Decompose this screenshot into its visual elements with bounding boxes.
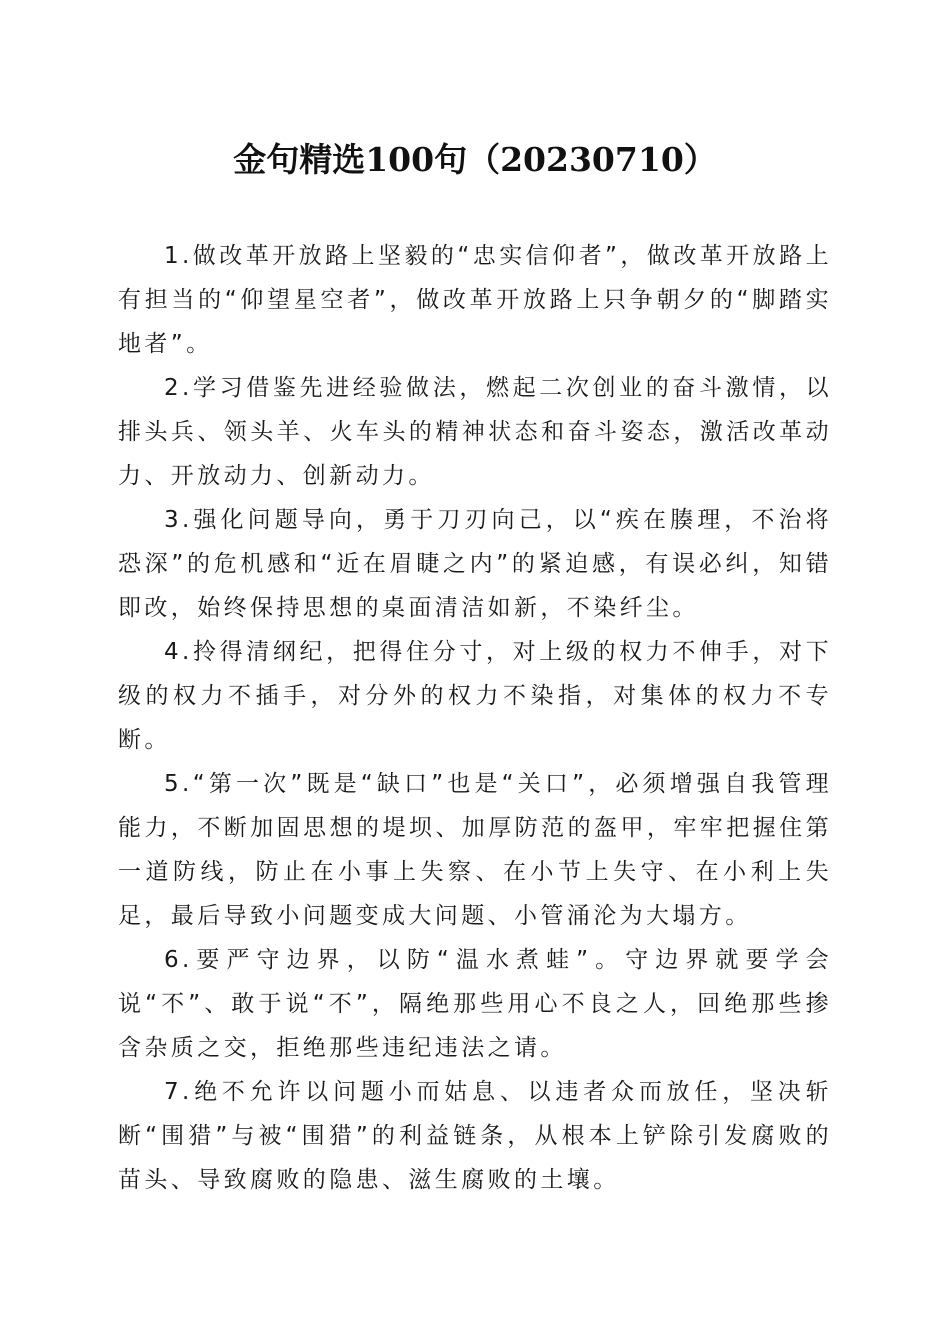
paragraph-6: 6.要严守边界，以防“温水煮蛙”。守边界就要学会说“不”、敢于说“不”，隔绝那些用心不良之人，回绝那些掺含杂质之交，拒绝那些违纪违法之请。 <box>118 947 832 1061</box>
paragraph-4: 4.拎得清纲纪，把得住分寸，对上级的权力不伸手，对下级的权力不插手，对分外的权力不染指，对集体的权力不专断。 <box>118 639 832 753</box>
paragraph-2: 2.学习借鉴先进经验做法，燃起二次创业的奋斗激情，以排头兵、领头羊、火车头的精神状态和奋斗姿态，激活改革动力、开放动力、创新动力。 <box>118 375 832 489</box>
document-title: 金句精选100句（20230710） <box>233 140 717 179</box>
paragraph-5: 5.“第一次”既是“缺口”也是“关口”，必须增强自我管理能力，不断加固思想的堤坝、加厚防范的盔甲，牢牢把握住第一道防线，防止在小事上失察、在小节上失守、在小利上失足，最后导致小问题变成大问题、小管涌沦为大塌方。 <box>118 771 832 929</box>
paragraph-7: 7.绝不允许以问题小而姑息、以违者众而放任，坚决斩断“围猎”与被“围猎”的利益链条，从根本上铲除引发腐败的苗头、导致腐败的隐患、滋生腐败的土壤。 <box>118 1079 832 1193</box>
paragraph-3: 3.强化问题导向，勇于刀刃向己，以“疾在腠理，不治将恐深”的危机感和“近在眉睫之内”的紧迫感，有误必纠，知错即改，始终保持思想的桌面清洁如新，不染纤尘。 <box>118 507 832 621</box>
paragraph-1: 1.做改革开放路上坚毅的“忠实信仰者”，做改革开放路上有担当的“仰望星空者”，做改革开放路上只争朝夕的“脚踏实地者”。 <box>118 243 832 357</box>
